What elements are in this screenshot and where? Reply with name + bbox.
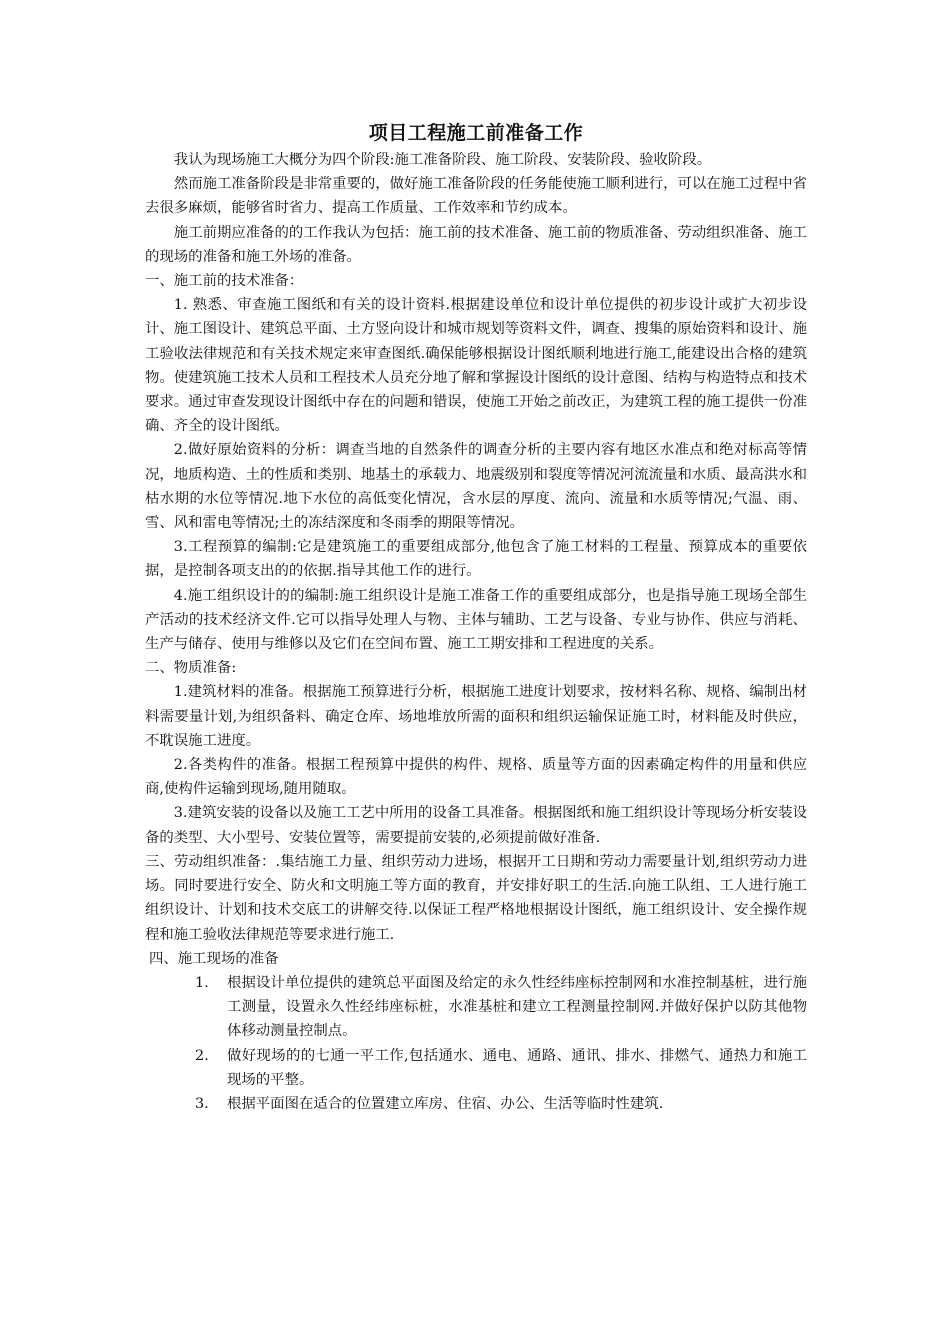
list-item bbox=[145, 1044, 807, 1092]
list-item-number: 1. bbox=[195, 974, 209, 991]
section-4-heading: 四、施工现场的准备 bbox=[149, 950, 279, 967]
list-item bbox=[145, 1092, 807, 1116]
list-item-number: 3. bbox=[195, 1095, 209, 1112]
list-item-text: 根据平面图在适合的位置建立库房、住宿、办公、生活等临时性建筑. bbox=[227, 1095, 664, 1112]
section-1-heading: 一、施工前的技术准备： bbox=[145, 273, 304, 290]
section-3-paragraph: 三、劳动组织准备：.集结施工力量、组织劳动力进场，根据开工日期和劳动力需要量计划,组织劳动力进场。同时要进行安全、防火和文明施工等方面的教育，并安排好职工的生活.向施工队组、工人进行施工组织设计、计划和技术交底工的讲解交待.以保证工程严格地根据设计图纸，施工组织设计、安全操作规程和施工验收法律规范等要求进行施工. bbox=[145, 853, 807, 943]
section-1-paragraph-3: 3.工程预算的编制:它是建筑施工的重要组成部分,他包含了施工材料的工程量、预算成本的重要依据，是控制各项支出的的依据.指导其他工作的进行。 bbox=[145, 539, 807, 580]
document-page bbox=[145, 118, 807, 1116]
intro-paragraph-3: 施工前期应准备的的工作我认为包括：施工前的技术准备、施工前的物质准备、劳动组织准备、施工的现场的准备和施工外场的准备。 bbox=[145, 224, 807, 265]
list-item-number: 2. bbox=[195, 1047, 209, 1064]
list-item bbox=[145, 971, 807, 1044]
section-1-paragraph-4: 4.施工组织设计的的编制:施工组织设计是施工准备工作的重要组成部分，也是指导施工现场全部生产活动的技术经济文件.它可以指导处理人与物、主体与辅助、工艺与设备、专业与协作、供应与消耗、生产与储存、使用与维修以及它们在空间布置、施工工期安排和工程进度的关系。 bbox=[145, 587, 807, 653]
section-2-paragraph-1: 1.建筑材料的准备。根据施工预算进行分析，根据施工进度计划要求，按材料名称、规格、编制出材料需要量计划,为组织备料、确定仓库、场地堆放所需的面积和组织运输保证施工时，材料能及时供应，不耽误施工进度。 bbox=[145, 684, 807, 749]
intro-paragraph-1: 我认为现场施工大概分为四个阶段:施工准备阶段、施工阶段、安装阶段、验收阶段。 bbox=[173, 152, 712, 168]
intro-paragraph-2: 然而施工准备阶段是非常重要的，做好施工准备阶段的任务能使施工顺利进行，可以在施工过程中省去很多麻烦，能够省时省力、提高工作质量、工作效率和节约成本。 bbox=[145, 176, 807, 217]
document-title: 项目工程施工前准备工作 bbox=[368, 122, 584, 144]
list-item-text: 做好现场的的七通一平工作,包括通水、通电、通路、通讯、排水、排燃气、通热力和施工现场的平整。 bbox=[227, 1047, 807, 1088]
section-1-paragraph-2: 2.做好原始资料的分析：调查当地的自然条件的调查分析的主要内容有地区水准点和绝对标高等情况，地质构造、土的性质和类别、地基土的承载力、地震级别和裂度等情况河流流量和水质、最高洪水和枯水期的水位等情况.地下水位的高低变化情况，含水层的厚度、流向、流量和水质等情况;气温、雨、雪、风和雷电等情况;土的冻结深度和冬雨季的期限等情况。 bbox=[145, 442, 807, 532]
section-1-paragraph-1: 1. 熟悉、审查施工图纸和有关的设计资料.根据建设单位和设计单位提供的初步设计或扩大初步设计、施工图设计、建筑总平面、土方竖向设计和城市规划等资料文件，调查、搜集的原始资料和设计、施工验收法律规范和有关技术规定来审查图纸.确保能够根据设计图纸顺利地进行施工,能建设出合格的建筑物。使建筑施工技术人员和工程技术人员充分地了解和掌握设计图纸的设计意图、结构与构造特点和技术要求。通过审查发现设计图纸中存在的问题和错误，使施工开始之前改正，为建筑工程的施工提供一份准确、齐全的设计图纸。 bbox=[145, 297, 807, 435]
section-2-paragraph-2: 2.各类构件的准备。根据工程预算中提供的构件、规格、质量等方面的因素确定构件的用量和供应商,使构件运输到现场,随用随取。 bbox=[145, 757, 807, 798]
section-2-heading: 二、物质准备: bbox=[145, 660, 237, 677]
section-4-list bbox=[145, 971, 807, 1116]
list-item-text: 根据设计单位提供的建筑总平面图及给定的永久性经纬座标控制网和水准控制基桩，进行施工测量，设置永久性经纬座标桩，水准基桩和建立工程测量控制网.并做好保护以防其他物体移动测量控制点。 bbox=[227, 974, 807, 1040]
section-2-paragraph-3: 3.建筑安装的设备以及施工工艺中所用的设备工具准备。根据图纸和施工组织设计等现场分析安装设备的类型、大小型号、安装位置等，需要提前安装的,必须提前做好准备. bbox=[145, 805, 807, 846]
